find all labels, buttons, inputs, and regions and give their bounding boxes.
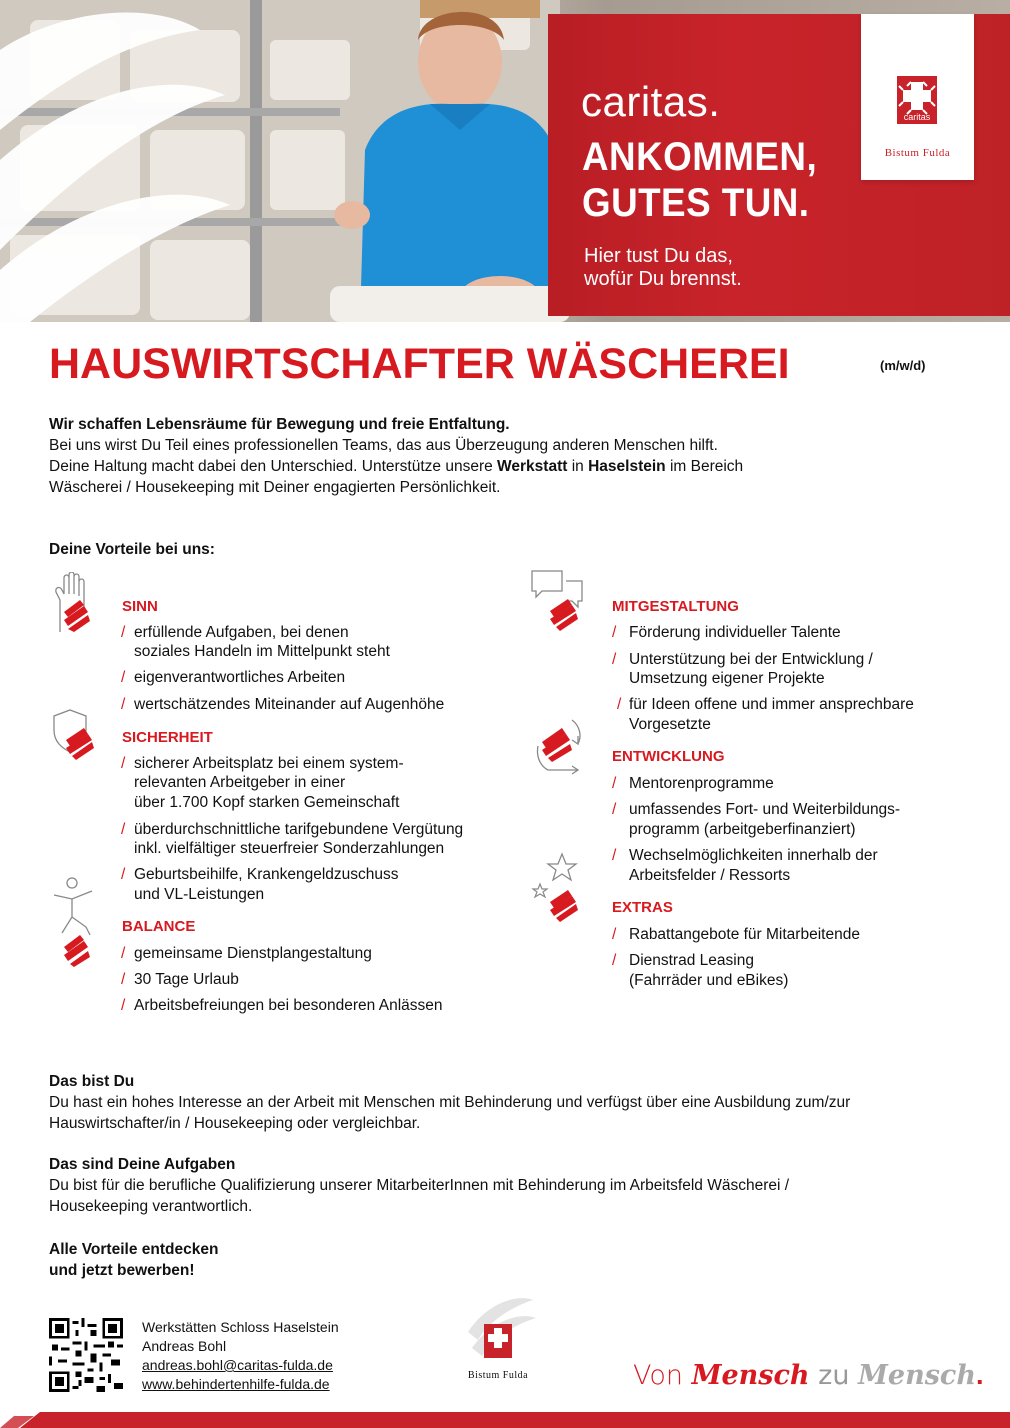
contact-name: Andreas Bohl [142,1338,227,1354]
footer-caritas-logo [458,1292,538,1392]
subslogan-line: Hier tust Du das, [584,245,733,267]
footer-tagline: Von Mensch zu Mensch. [633,1360,984,1391]
job-title: HAUSWIRTSCHAFTER WÄSCHEREI [49,340,790,388]
benefit-item: / Unterstützung bei der Entwicklung / [612,651,873,668]
benefit-item: / Mentorenprogramme [612,775,774,792]
profile-line: Hauswirtschafter/in / Housekeeping oder vergleichbar. [49,1115,421,1132]
benefit-item: / sicherer Arbeitsplatz bei einem system- [121,755,404,772]
footer-stripe-bar [0,1408,1010,1428]
benefit-item-continued: über 1.700 Kopf starken Gemeinschaft [134,794,400,811]
benefit-title-entwicklung: ENTWICKLUNG [612,748,725,765]
subslogan-line: wofür Du brennst. [584,268,742,290]
tasks-line: Du bist für die berufliche Qualifizierung unserer MitarbeiterInnen mit Behinderung im Arbeitsfeld Wäscherei / [49,1177,790,1194]
brand-wordmark: caritas. [581,78,721,125]
benefit-item-continued: Umsetzung eigener Projekte [629,670,825,687]
benefit-title-extras: EXTRAS [612,899,673,916]
caritas-logo [861,14,974,180]
profile-line: Du hast ein hohes Interesse an der Arbeit mit Menschen mit Behinderung und verfügst über eine Ausbildung zum/zur [49,1094,851,1111]
benefit-item: / gemeinsame Dienstplangestaltung [121,945,372,962]
benefit-item: / Arbeitsbefreiungen bei besonderen Anlässen [121,997,443,1014]
benefit-item: / Dienstrad Leasing [612,952,754,969]
shield-icon [50,706,100,762]
slogan [582,134,817,226]
qr-code[interactable] [49,1318,123,1392]
benefit-item-continued: und VL-Leistungen [134,886,265,903]
contact-web-link[interactable]: www.behindertenhilfe-fulda.de [142,1376,330,1392]
benefit-item: / überdurchschnittliche tarifgebundene Vergütung [121,821,464,838]
call-to-action [49,1239,949,1281]
cycle-arrows-icon [528,716,588,776]
benefit-title-balance: BALANCE [122,918,196,935]
contact-org: Werkstätten Schloss Haselstein [142,1319,339,1335]
gender-suffix: (m/w/d) [880,358,926,373]
slogan-line: ANKOMMEN, [582,135,818,179]
caritas-cross-icon [897,76,937,124]
benefit-item-continued: Vorgesetzte [629,716,711,733]
benefit-item: / erfüllende Aufgaben, bei denen [121,624,349,641]
tasks-line: Housekeeping verantwortlich. [49,1198,253,1215]
profile-section [49,1071,949,1134]
benefit-item-continued: Arbeitsfelder / Ressorts [629,867,791,884]
intro-line: Deine Haltung macht dabei den Unterschied. Unterstütze unsere Werkstatt in Haselstein im Bereich [49,458,744,475]
benefit-item-continued: programm (arbeitgeberfinanziert) [629,821,856,838]
cta-line: Alle Vorteile entdecken [49,1241,219,1258]
benefit-item: / Rabattangebote für Mitarbeitende [612,926,860,943]
person-icon [50,877,100,967]
benefit-item: / für Ideen offene und immer ansprechbare [617,696,914,713]
slogan-line: GUTES TUN. [582,181,810,225]
benefit-item: / 30 Tage Urlaub [121,971,239,988]
contact-block [142,1318,339,1394]
stars-icon [528,852,586,922]
hand-icon [50,572,100,634]
benefit-item: / eigenverantwortliches Arbeiten [121,669,346,686]
benefit-item: / wertschätzendes Miteinander auf Augenhöhe [121,696,445,713]
profile-heading: Das bist Du [49,1073,135,1090]
cta-line: und jetzt bewerben! [49,1262,195,1279]
subslogan [584,245,742,291]
intro-line: Wäscherei / Housekeeping mit Deiner engagierten Persönlichkeit. [49,479,501,496]
intro-line: Bei uns wirst Du Teil eines professionellen Teams, das aus Überzeugung anderen Menschen hilft. [49,437,718,454]
benefit-item-continued: inkl. vielfältiger steuerfreier Sonderzahlungen [134,840,445,857]
benefit-item-continued: soziales Handeln im Mittelpunkt steht [134,643,390,660]
footer-stripes-icon [458,1292,538,1362]
benefit-item-continued: relevanten Arbeitgeber in einer [134,774,346,791]
tasks-section [49,1154,949,1217]
logo-diocese: Bistum Fulda [884,147,951,159]
benefit-item: / Förderung individueller Talente [612,624,841,641]
benefit-item: / Geburtsbeihilfe, Krankengeldzuschuss [121,866,399,883]
intro-lead: Wir schaffen Lebensräume für Bewegung und freie Entfaltung. [49,416,510,433]
benefit-item: / umfassendes Fort- und Weiterbildungs- [612,801,901,818]
benefit-title-sicherheit: SICHERHEIT [122,729,213,746]
benefit-title-mitgestaltung: MITGESTALTUNG [612,598,739,615]
benefit-item-continued: (Fahrräder und eBikes) [629,972,789,989]
logo-text: caritas [903,112,931,122]
benefit-title-sinn: SINN [122,598,158,615]
contact-email-link[interactable]: andreas.bohl@caritas-fulda.de [142,1357,333,1373]
intro-text [49,414,949,498]
benefits-heading: Deine Vorteile bei uns: [49,541,215,558]
footer-logo-diocese: Bistum Fulda [467,1370,529,1381]
tasks-heading: Das sind Deine Aufgaben [49,1156,236,1173]
speech-bubbles-icon [528,567,586,633]
benefit-item: / Wechselmöglichkeiten innerhalb der [612,847,878,864]
